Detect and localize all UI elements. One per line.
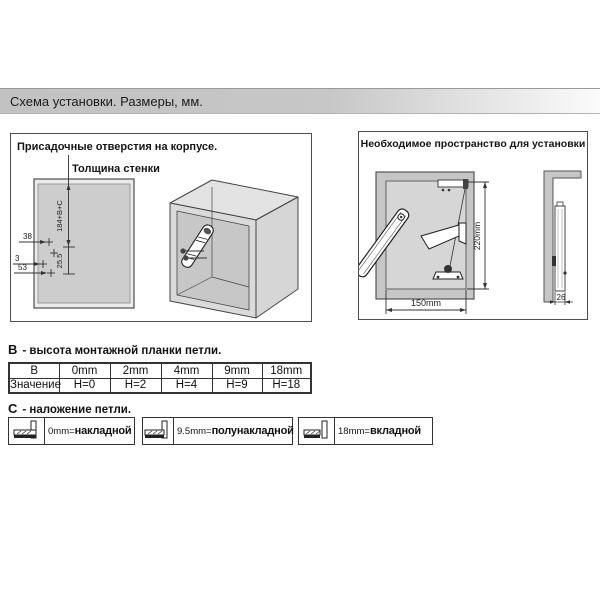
dim-3-label: 3 [15, 254, 20, 263]
dim-width-label: 150mm [410, 298, 442, 308]
dim-height-label: 220mm [472, 221, 482, 251]
section-b-letter: B [8, 342, 18, 357]
half-overlay-hinge-icon [143, 418, 174, 444]
dim-hole-spacing-label: 25.5 [55, 253, 64, 269]
installation-space-diagram [359, 132, 589, 321]
half-overlay-value: 9.5mm= [177, 425, 212, 437]
overlay-option-box [8, 417, 135, 445]
dim-220-arrow-bottom [483, 283, 487, 289]
clearance-side-view [544, 171, 581, 302]
table-cell: Значение [10, 379, 61, 392]
inset-label: вкладной [369, 425, 421, 437]
installation-space-title: Необходимое пространство для установки [360, 138, 586, 150]
section-b-heading [8, 342, 221, 357]
table-header-row [9, 363, 311, 378]
left-panel [10, 133, 312, 322]
table-cell: 18mm [262, 363, 311, 378]
inset-option-text [335, 418, 421, 444]
inset-value: 18mm= [338, 425, 370, 437]
dim-150-arrow-left [386, 308, 392, 312]
inset-hinge-icon [299, 418, 335, 444]
table-cell: H=0 [59, 378, 110, 393]
section-c-heading [8, 401, 131, 416]
overlay-label: накладной [74, 425, 132, 437]
table-cell: H=9 [212, 378, 262, 393]
clearance-front-view [359, 172, 474, 299]
table-cell: 2mm [110, 363, 161, 378]
table-cell: H=18 [262, 378, 311, 393]
overlay-value: 0mm= [48, 425, 75, 437]
overlay-option-text [45, 418, 132, 444]
dim-150-arrow-right [460, 308, 466, 312]
section-c-text: - наложение петли. [22, 404, 132, 416]
wall-thickness-label: Толщина стенки [72, 163, 160, 175]
half-overlay-option-text [174, 418, 294, 444]
mounting-plate-table [8, 362, 312, 394]
right-panel [358, 131, 588, 320]
half-overlay-label: полунакладной [211, 425, 294, 437]
header-bar [0, 88, 600, 114]
drilling-diagram [11, 134, 313, 323]
drilling-holes-title: Присадочные отверстия на корпусе. [17, 141, 218, 153]
table-value-row [9, 378, 311, 393]
dim-38-label: 38 [23, 232, 32, 241]
overlay-hinge-icon [9, 418, 45, 444]
table-cell: H=4 [161, 378, 212, 393]
table-cell: 0mm [59, 363, 110, 378]
table-cell: B [9, 363, 59, 378]
table-cell: 9mm [212, 363, 262, 378]
section-b-text: - высота монтажной планки петли. [22, 345, 222, 357]
half-overlay-option-box [142, 417, 293, 445]
table-cell: 4mm [161, 363, 212, 378]
dim-220-arrow-top [483, 182, 487, 188]
dim-vertical-formula-label: 184+B+C [55, 200, 64, 232]
table-cell: H=2 [110, 378, 161, 393]
inset-option-box [298, 417, 433, 445]
section-c-letter: C [8, 401, 18, 416]
dim-26-arrow-right [565, 300, 570, 303]
dim-53-label: 53 [18, 263, 27, 272]
dim-clearance-label: 26 [556, 293, 566, 302]
page-title: Схема установки. Размеры, мм. [10, 93, 203, 109]
